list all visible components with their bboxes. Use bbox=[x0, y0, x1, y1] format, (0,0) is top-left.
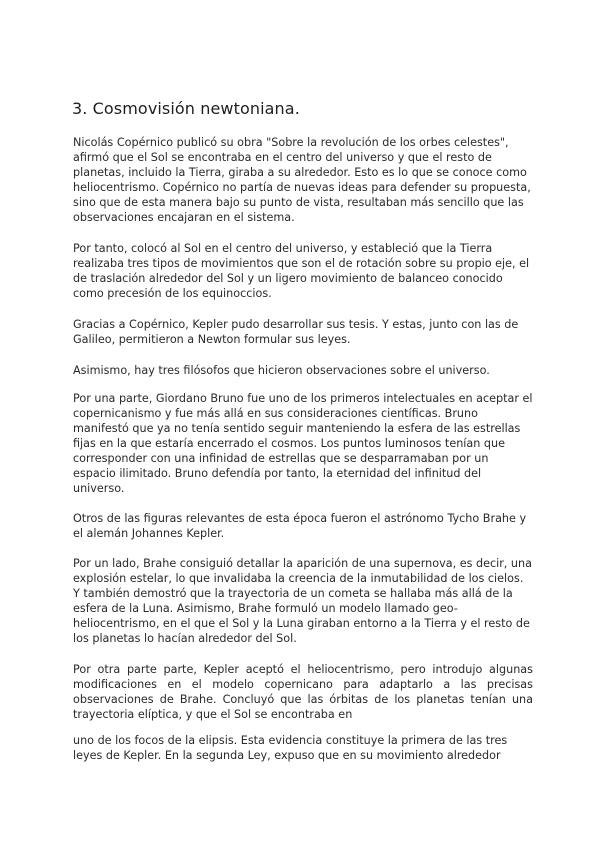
paragraph-bruno: Por una parte, Giordano Bruno fue uno de los primeros intelectuales en aceptar el copernicanismo y fue más allá en sus consideraciones científicas. Bruno manifestó que ya no tenía sentido seguir manteniendo la esfera de las estrellas fijas en la que estaría encerrado el cosmos. Los puntos luminosos tenían que corresponder con una infinidad de estrellas que se desparramaban por un espacio ilimitado. Bruno defendía por tanto, la eternidad del infinitud del universo. bbox=[73, 392, 533, 495]
paragraph-kepler-leyes: uno de los focos de la elipsis. Esta evidencia constituye la primera de las tres leyes de Kepler. En la segunda Ley, expuso que en su movimiento alrededor bbox=[73, 734, 508, 762]
paragraph-kepler-tesis: Gracias a Copérnico, Kepler pudo desarrollar sus tesis. Y estas, junto con las de Galileo, permitieron a Newton formular sus leyes. bbox=[73, 318, 519, 346]
paragraph-figuras: Otros de las figuras relevantes de esta época fueron el astrónomo Tycho Brahe y el alemán Johannes Kepler. bbox=[73, 512, 527, 540]
paragraph-brahe: Por un lado, Brahe consiguió detallar la aparición de una supernova, es decir, una explosión estelar, lo que invalidaba la creencia de la inmutabilidad de los cielos. Y también demostró que la trayectoria de un cometa se hallaba más allá de la esfera de la Luna. Asimismo, Brahe formuló un modelo llamado geo-heliocentrismo, en el que el Sol y la Luna giraban entorno a la Tierra y el resto de los planetas lo hacían alrededor del Sol. bbox=[73, 557, 532, 645]
paragraph-copernico: Nicolás Copérnico publicó su obra "Sobre la revolución de los orbes celestes", afirmó que el Sol se encontraba en el centro del universo y que el resto de planetas, incluido la Tierra, giraba a su alrededor. Esto es lo que se conoce como heliocentrismo. Copérnico no partía de nuevas ideas para defender su propuesta, sino que de esta manera bajo su punto de vista, resultaban más sencillo que las observaciones encajaran en el sistema. bbox=[73, 136, 531, 224]
paragraph-filosofos: Asimismo, hay tres filósofos que hicieron observaciones sobre el universo. bbox=[73, 364, 490, 377]
paragraph-movimientos: Por tanto, colocó al Sol en el centro del universo, y estableció que la Tierra realizaba tres tipos de movimientos que son el de rotación sobre su propio eje, el de traslación alrededor del Sol y un ligero movimiento de balanceo conocido como precesión de los equinoccios. bbox=[73, 242, 530, 300]
section-heading: 3. Cosmovisión newtoniana. bbox=[72, 99, 300, 118]
paragraph-kepler: Por otra parte parte, Kepler aceptó el heliocentrismo, pero introdujo algunas modificaciones en el modelo copernicano para adaptarlo a las precisas observaciones de Brahe. Concluyó que las órbitas de los planetas tenían una trayectoria elíptica, y que el Sol se encontraba en bbox=[73, 663, 533, 721]
